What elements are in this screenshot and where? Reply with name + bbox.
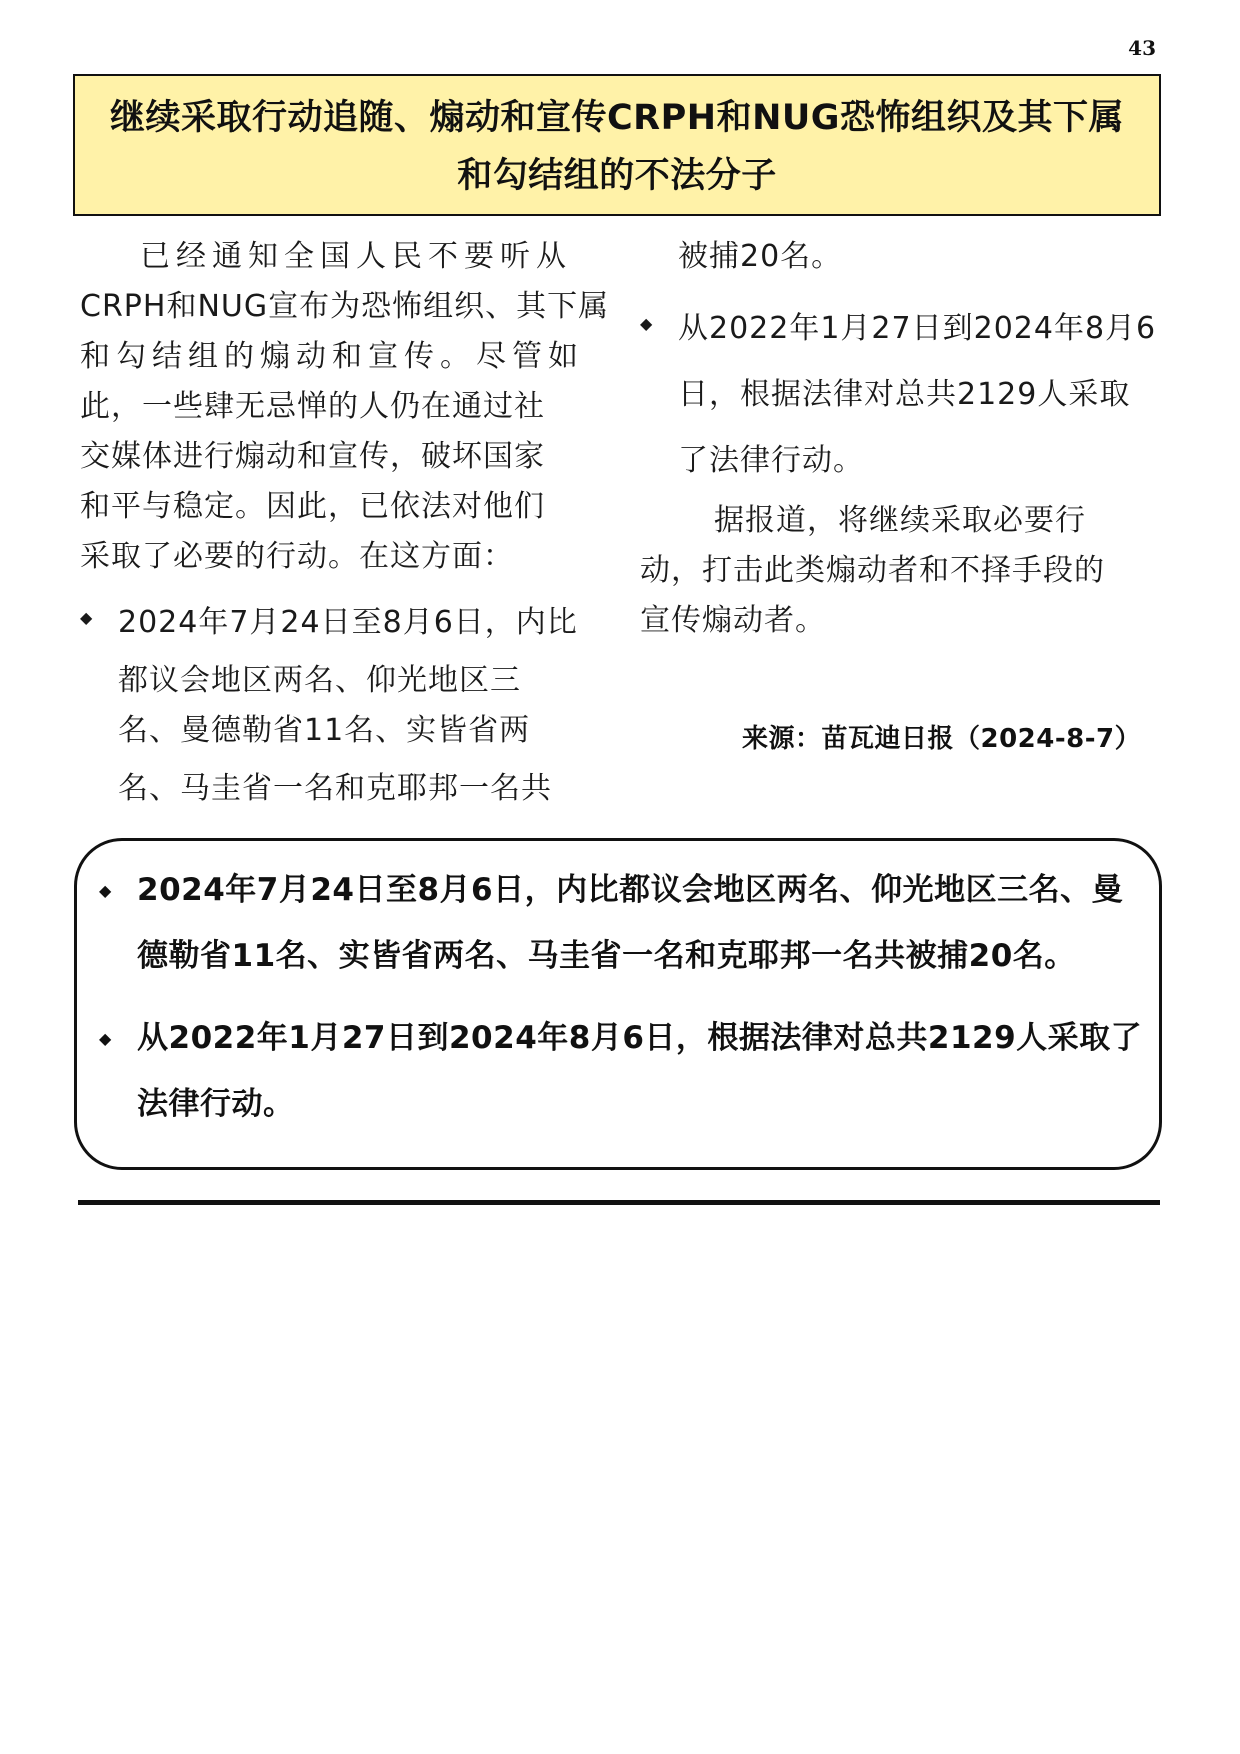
summary-box [74,838,1162,1170]
diamond-bullet-icon: ◆ [99,881,112,900]
list-item [80,590,610,822]
title-banner [73,74,1161,216]
bullet-line: 日，根据法律对总共2129人采取 [678,377,1131,412]
bullet-line: 都议会地区两名、仰光地区三 [118,663,521,698]
summary-item [99,857,1137,989]
closing-line: 动，打击此类煽动者和不择手段的 [640,553,1105,588]
diamond-bullet-icon: ◆ [640,314,654,333]
list-item-continued [640,232,1160,282]
bullet-line: 了法律行动。 [678,443,864,478]
summary-line: 从2022年1月27日到2024年8月6日，根据法律对总共2129人采取了 [137,1020,1143,1056]
bullet-line: 名、马圭省一名和克耶邦一名共 [118,771,552,806]
source-citation: 来源：苗瓦迪日报（2024-8-7） [742,724,1142,754]
right-column [640,232,1160,646]
intro-line: CRPH和NUG宣布为恐怖组织、其下属 [80,289,610,324]
bullet-line: 被捕20名。 [678,239,843,274]
section-divider [78,1200,1160,1205]
diamond-bullet-icon: ◆ [80,608,94,627]
diamond-bullet-icon: ◆ [99,1029,112,1048]
bullet-line: 2024年7月24日至8月6日，内比 [118,605,578,640]
intro-line: 和平与稳定。因此，已依法对他们 [80,489,545,524]
intro-line: 交媒体进行煽动和宣传，破坏国家 [80,439,545,474]
bullet-line: 名、曼德勒省11名、实皆省两 [118,713,531,748]
summary-line: 法律行动。 [137,1086,295,1122]
title-line-1: 继续采取行动追随、煽动和宣传CRPH和NUG恐怖组织及其下属 [109,98,1125,138]
title-line-2: 和勾结组的不法分子 [457,156,777,196]
summary-line: 2024年7月24日至8月6日，内比都议会地区两名、仰光地区三名、曼 [137,872,1124,908]
summary-item [99,1005,1143,1137]
left-column [80,232,610,822]
intro-line: 此，一些肆无忌惮的人仍在通过社 [80,389,545,424]
bullet-line: 从2022年1月27日到2024年8月6 [678,311,1157,346]
intro-line: 和勾结组的煽动和宣传。尽管如 [80,339,584,374]
closing-line: 宣传煽动者。 [640,603,826,638]
closing-line: 据报道，将继续采取必要行 [714,503,1086,538]
page-number: 43 [1128,36,1156,60]
intro-line: 已经通知全国人民不要听从 [140,239,572,274]
intro-line: 采取了必要的行动。在这方面： [80,539,514,574]
summary-line: 德勒省11名、实皆省两名、马圭省一名和克耶邦一名共被捕20名。 [137,938,1076,974]
list-item [640,296,1160,494]
